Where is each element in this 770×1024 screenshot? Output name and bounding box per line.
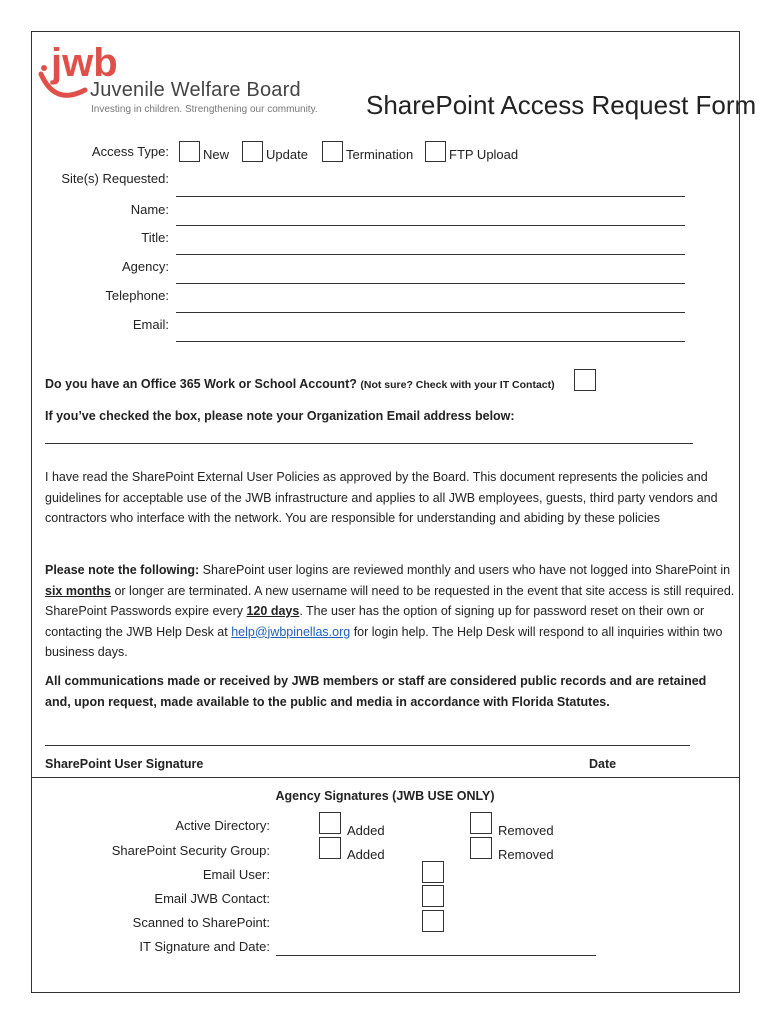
office365-hint: (Not sure? Check with your IT Contact) [360,379,555,391]
access-termination-label: Termination [346,147,414,162]
notice-text-c: . The user has the option of signing up for password reset on their own or contacting the JWB Help Desk at [45,604,705,639]
org-name: Juvenile Welfare Board [90,79,301,101]
office365-checkbox[interactable] [574,369,596,391]
email-user-checkbox[interactable] [422,861,444,883]
signature-label: SharePoint User Signature [45,757,204,771]
title-field[interactable] [176,254,685,255]
access-update-label: Update [266,147,308,162]
date-label: Date [589,757,617,771]
office365-instruction: If you’ve checked the box, please note your Organization Email address below: [45,409,515,423]
telephone-label: Telephone: [105,288,169,303]
helpdesk-email-link[interactable]: help@jwbpinellas.org [231,624,351,639]
public-records-paragraph [45,671,735,712]
notice-lead: Please note the following: [45,563,200,577]
sg-added-checkbox[interactable] [319,837,341,859]
ad-removed-label: Removed [498,823,554,838]
notice-text-d: for login help. The Help Desk will respond to all inquiries within two business days. [45,624,723,659]
agency-field[interactable] [176,283,685,284]
security-group-label: SharePoint Security Group: [111,843,270,858]
access-new-label: New [203,147,230,162]
notice-120-days: 120 days [246,604,300,618]
agency-label: Agency: [122,259,169,274]
access-update-checkbox[interactable] [242,141,263,162]
access-termination-checkbox[interactable] [322,141,343,162]
agency-title: Agency Signatures (JWB USE ONLY) [275,789,495,803]
email-user-label: Email User: [202,867,270,882]
ad-removed-checkbox[interactable] [470,812,492,834]
office365-question-row [45,377,555,391]
it-signature-field[interactable] [276,955,596,956]
name-field[interactable] [176,225,685,226]
policy-text: I have read the SharePoint External User Policies as approved by the Board. This document represents the policies and guidelines for acceptable use of the JWB infrastructure and applies to all JWB employees, guests, third party vendors and contractors who interface with the network. You are responsible for understanding and abiding by these policies [45,470,718,525]
office365-question: Do you have an Office 365 Work or School Account? [45,377,357,391]
org-email-field[interactable] [45,443,693,444]
access-new-checkbox[interactable] [179,141,200,162]
notice-paragraph [45,560,735,663]
sites-label: Site(s) Requested: [61,171,169,186]
ad-added-label: Added [347,823,385,838]
form-title: SharePoint Access Request Form [366,90,757,120]
name-label: Name: [130,202,169,217]
sg-removed-label: Removed [498,847,554,862]
notice-six-months: six months [45,583,111,598]
access-type-label: Access Type: [91,144,169,159]
telephone-field[interactable] [176,312,685,313]
access-ftp-label: FTP Upload [449,147,519,162]
notice-text-a: SharePoint user logins are reviewed monthly and users who have not logged into SharePoint in [199,563,731,577]
email-contact-checkbox[interactable] [422,885,444,907]
section-divider [31,777,740,778]
policy-paragraph [45,467,735,529]
org-tagline: Investing in children. Strengthening our community. [91,104,318,115]
access-ftp-checkbox[interactable] [425,141,446,162]
sg-removed-checkbox[interactable] [470,837,492,859]
it-signature-label: IT Signature and Date: [139,939,270,954]
public-records-text: All communications made or received by JWB members or staff are considered public records and are retained and, upon request, made available to the public and media in accordance with Florida Statutes. [45,674,707,709]
email-label: Email: [132,317,169,332]
active-directory-label: Active Directory: [175,818,270,833]
scanned-label: Scanned to SharePoint: [132,915,270,930]
email-field[interactable] [176,341,685,342]
title-label: Title: [141,230,169,245]
dot-icon [41,65,47,71]
scanned-checkbox[interactable] [422,910,444,932]
sites-field[interactable] [176,196,685,197]
email-jwb-contact-label: Email JWB Contact: [154,891,270,906]
notice-text-b: or longer are terminated. A new username will need to be requested in the event that site access is still required. SharePoint Passwords expire every [45,583,735,618]
ad-added-checkbox[interactable] [319,812,341,834]
sg-added-label: Added [347,847,385,862]
logo-wordmark: jwb [51,41,118,85]
signature-line[interactable] [45,745,690,746]
